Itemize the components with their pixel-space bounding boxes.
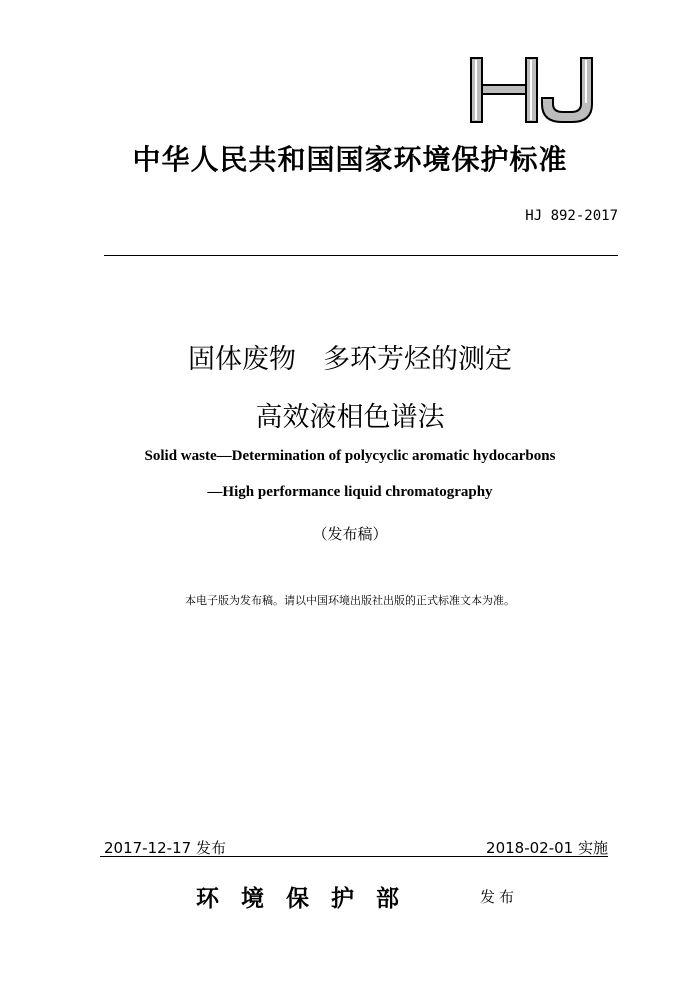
- header-divider: [104, 255, 618, 256]
- issue-date: 2017-12-17 发布: [104, 839, 226, 857]
- publisher-name: 环境保护部: [196, 885, 421, 912]
- hj-logo-icon: [467, 55, 599, 125]
- draft-label: （发布稿）: [312, 525, 388, 543]
- publish-label: 发布: [480, 888, 519, 906]
- document-title-en-line2: —High performance liquid chromatography: [207, 484, 493, 500]
- standard-number: HJ 892-2017: [525, 208, 618, 224]
- document-title-zh-line1: 固体废物 多环芳烃的测定: [188, 344, 512, 375]
- edition-note: 本电子版为发布稿。请以中国环境出版社出版的正式标准文本为准。: [185, 594, 515, 607]
- standard-category-title: 中华人民共和国国家环境保护标准: [132, 143, 568, 176]
- footer-divider: [100, 856, 608, 857]
- document-title-en-line1: Solid waste—Determination of polycyclic aromatic hydocarbons: [144, 448, 556, 464]
- implementation-date: 2018-02-01 实施: [486, 839, 608, 857]
- document-title-zh-line2: 高效液相色谱法: [255, 402, 445, 433]
